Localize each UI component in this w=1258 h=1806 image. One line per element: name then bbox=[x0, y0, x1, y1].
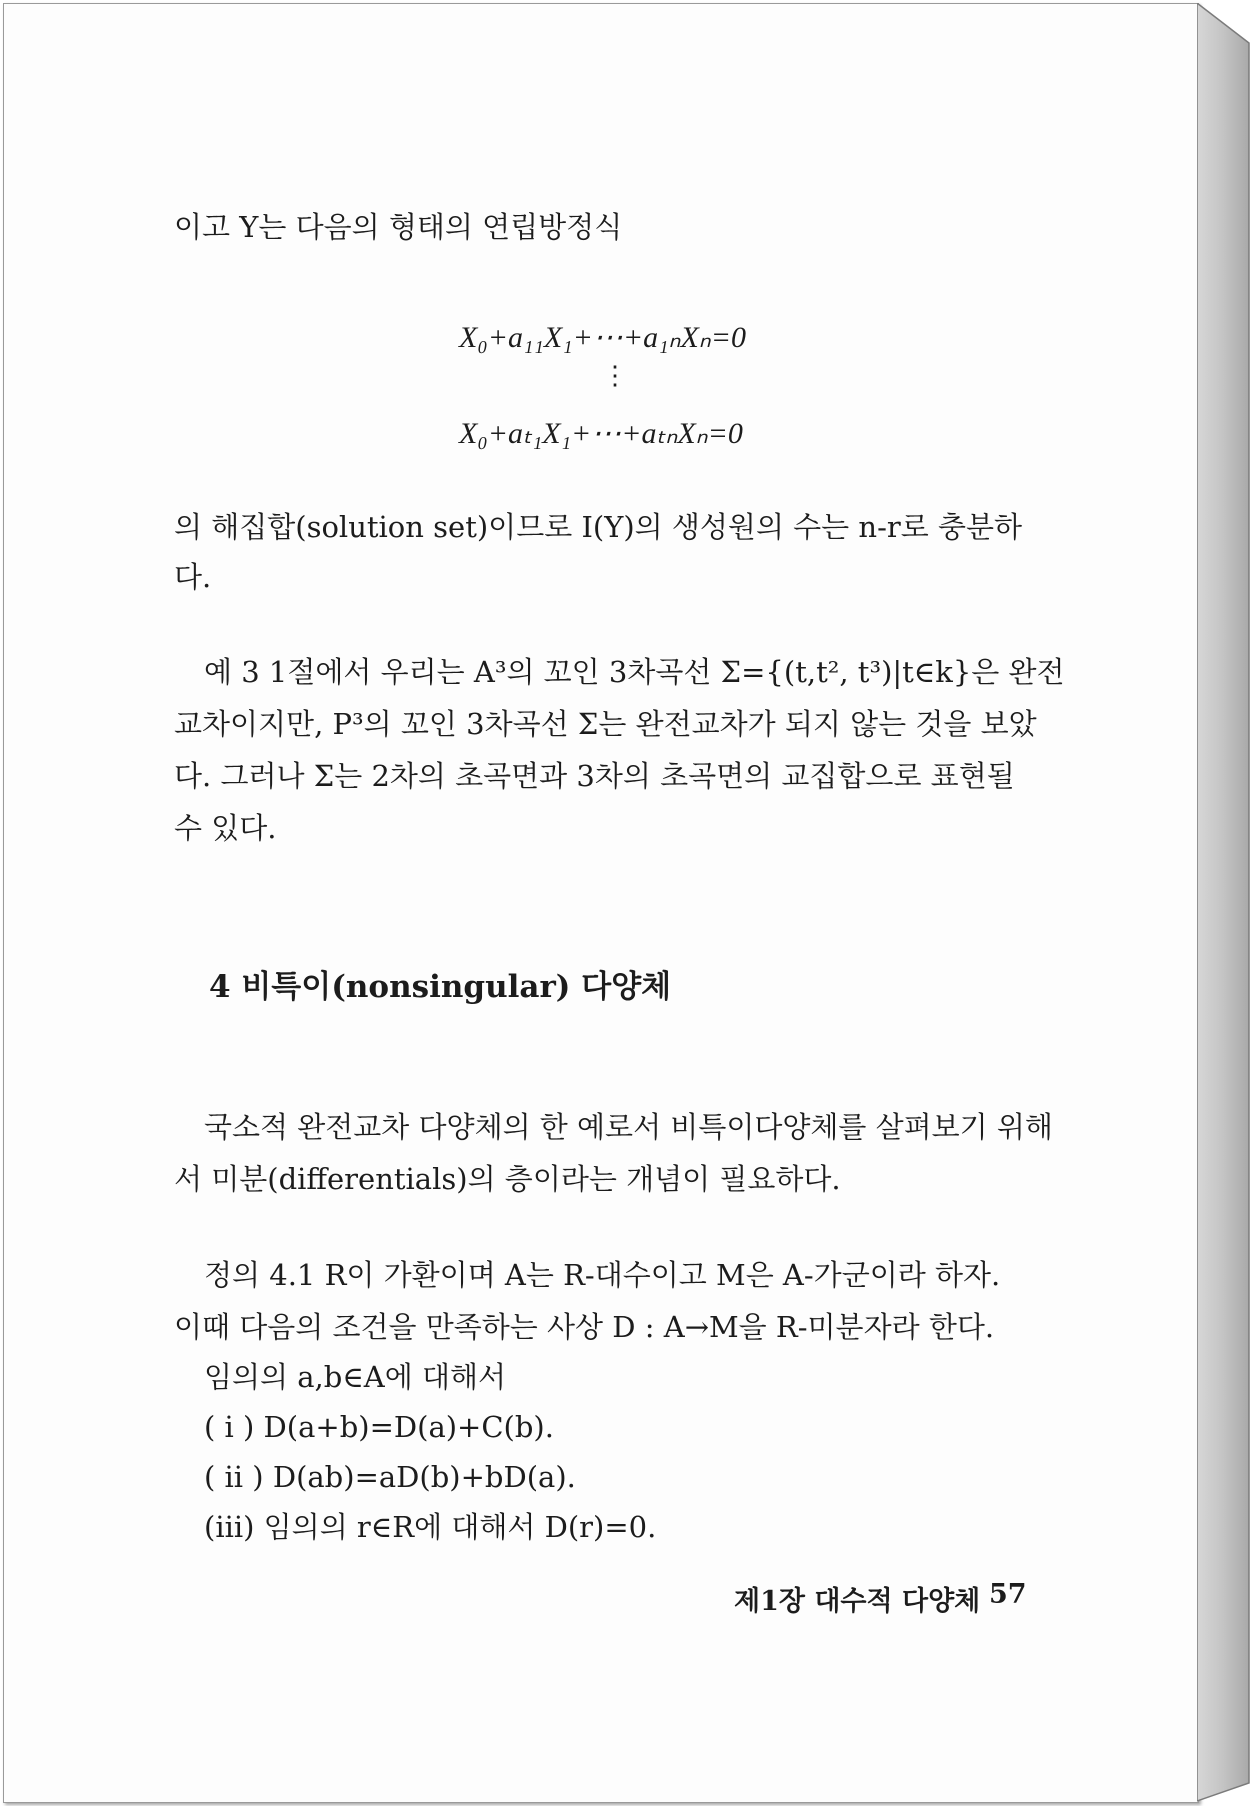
page-number: 57 bbox=[989, 1579, 1027, 1610]
definition-line-1: 정의 4.1 R이 가환이며 A는 R-대수이고 M은 A-가군이라 하자. bbox=[204, 1258, 1001, 1292]
footer-chapter: 제1장 대수적 다양체 bbox=[734, 1586, 981, 1617]
equation-1: X₀+a₁₁X₁+⋯+a₁ₙXₙ=0 bbox=[459, 321, 747, 354]
paragraph-line-1: 국소적 완전교차 다양체의 한 예로서 비특이다양체를 살펴보기 위해 bbox=[204, 1110, 1053, 1144]
condition-iii: (iii) 임의의 r∈R에 대해서 D(r)=0. bbox=[204, 1510, 657, 1544]
equation-2: X₀+aₜ₁X₁+⋯+aₜₙXₙ=0 bbox=[459, 417, 743, 450]
definition-line-3: 임의의 a,b∈A에 대해서 bbox=[204, 1360, 507, 1394]
book-spine-edge bbox=[1197, 3, 1255, 1803]
vdots: ⋮ bbox=[602, 361, 628, 390]
section-heading: 4 비특이(nonsingular) 다양체 bbox=[209, 969, 672, 1005]
paragraph-line-2: 서 미분(differentials)의 층이라는 개념이 필요하다. bbox=[174, 1162, 841, 1196]
solution-line-1: 의 해집합(solution set)이므로 I(Y)의 생성원의 수는 n-r로 충분하 bbox=[174, 510, 1023, 544]
condition-i: ( i ) D(a+b)=D(a)+C(b). bbox=[204, 1410, 554, 1444]
example-line-2: 교차이지만, P³의 꼬인 3차곡선 Σ는 완전교차가 되지 않는 것을 보았 bbox=[174, 707, 1037, 741]
book-page bbox=[3, 3, 1199, 1803]
condition-ii: ( ii ) D(ab)=aD(b)+bD(a). bbox=[204, 1460, 576, 1494]
example-line-1: 예 3 1절에서 우리는 A³의 꼬인 3차곡선 Σ={(t,t², t³)|t∈k}은 완전 bbox=[204, 655, 1065, 689]
intro-line: 이고 Y는 다음의 형태의 연립방정식 bbox=[174, 210, 623, 244]
example-line-3: 다. 그러나 Σ는 2차의 초곡면과 3차의 초곡면의 교집합으로 표현될 bbox=[174, 759, 1015, 793]
example-line-4: 수 있다. bbox=[174, 811, 277, 845]
solution-line-2: 다. bbox=[174, 560, 212, 594]
definition-line-2: 이때 다음의 조건을 만족하는 사상 D : A→M을 R-미분자라 한다. bbox=[174, 1310, 995, 1344]
